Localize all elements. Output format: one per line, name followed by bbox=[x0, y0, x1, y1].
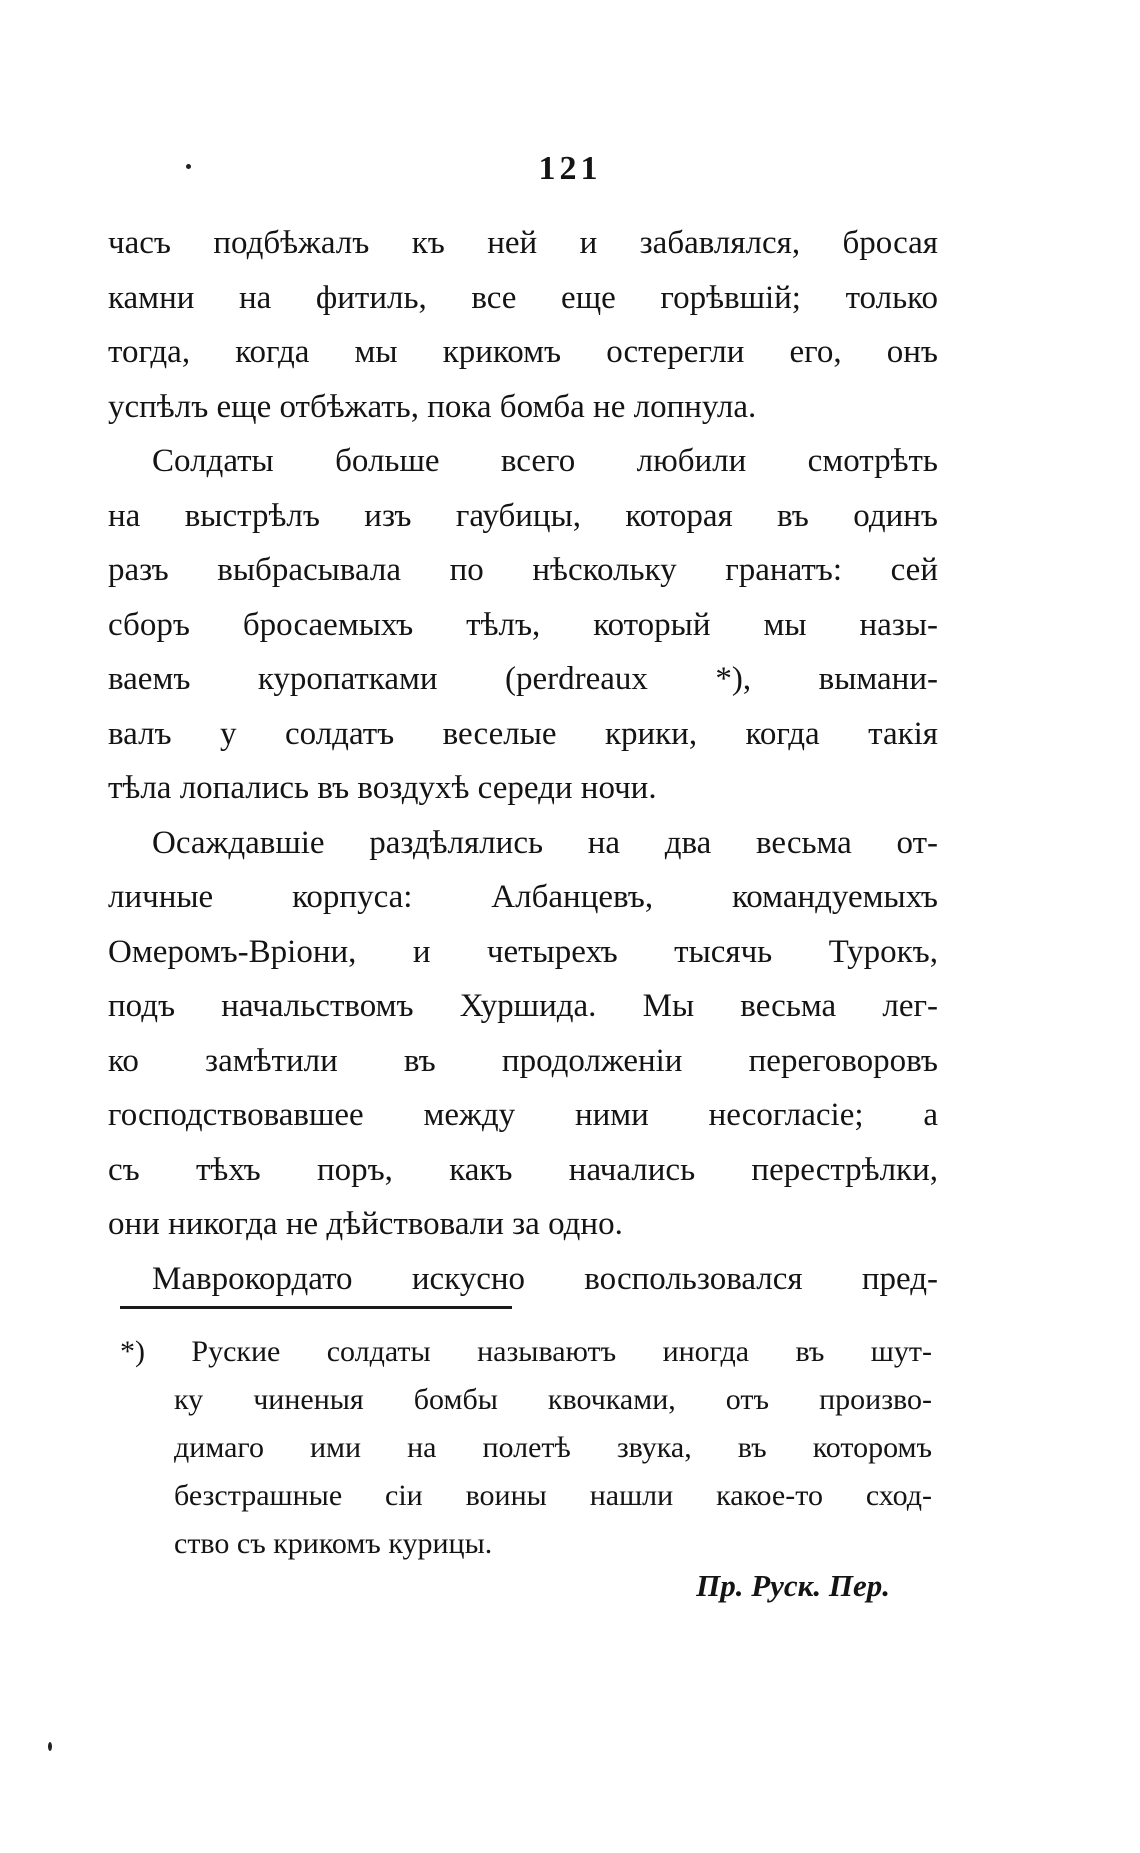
text-line: съ тѣхъ поръ, какъ начались перестрѣлки, bbox=[108, 1151, 938, 1188]
footnote-divider bbox=[120, 1306, 512, 1309]
text-line: тѣла лопались въ воздухѣ середи ночи. bbox=[108, 770, 657, 806]
body-text bbox=[108, 216, 938, 1306]
text-line: тогда, когда мы крикомъ остерегли его, онъ bbox=[108, 334, 938, 370]
footnote-line: димаго ими на полетѣ звука, въ которомъ bbox=[174, 1431, 932, 1464]
text-line: ко замѣтили въ продолженіи переговоровъ bbox=[108, 1042, 938, 1079]
text-line: Осаждавшіе раздѣлялись на два весьма от- bbox=[152, 824, 938, 861]
footnote-line: безстрашные сіи воины нашли какое-то сход- bbox=[174, 1479, 932, 1512]
text-line: они никогда не дѣйствовали за одно. bbox=[108, 1206, 623, 1242]
text-line: Солдаты больше всего любили смотрѣть bbox=[152, 443, 938, 479]
translator-note: Пр. Руск. Пер. bbox=[696, 1568, 890, 1603]
text-line: успѣлъ еще отбѣжать, пока бомба не лопнула. bbox=[108, 388, 757, 425]
text-line: камни на фитиль, все еще горѣвшій; только bbox=[108, 279, 938, 316]
text-line: подъ начальствомъ Хуршида. Мы весьма лег- bbox=[108, 988, 938, 1024]
text-line: ваемъ куропатками (perdreaux *), вымани- bbox=[108, 661, 938, 697]
text-line: Маврокордато искусно воспользовался пред- bbox=[152, 1260, 938, 1297]
footnote-line: ку чиненыя бомбы квочками, отъ произво- bbox=[174, 1383, 932, 1416]
text-line: сборъ бросаемыхъ тѣлъ, который мы назы- bbox=[108, 606, 938, 643]
print-speck bbox=[48, 1742, 52, 1751]
page-number: 121 bbox=[538, 150, 602, 187]
text-line: на выстрѣлъ изъ гаубицы, которая въ одинъ bbox=[108, 497, 938, 534]
text-line: разъ выбрасывала по нѣскольку гранатъ: сей bbox=[108, 552, 938, 588]
text-line: валъ у солдатъ веселые крики, когда такія bbox=[108, 715, 938, 752]
text-line: личные корпуса: Албанцевъ, командуемыхъ bbox=[108, 879, 938, 915]
footnote bbox=[120, 1328, 932, 1568]
text-line: часъ подбѣжалъ къ ней и забавлялся, бросая bbox=[108, 225, 938, 261]
print-speck bbox=[186, 164, 191, 169]
text-line: Омеромъ-Вріони, и четырехъ тысячь Турокъ, bbox=[108, 933, 938, 970]
footnote-line: ство съ крикомъ курицы. bbox=[174, 1527, 493, 1560]
footnote-line: *) Руские солдаты называютъ иногда въ шут- bbox=[120, 1335, 932, 1368]
text-line: господствовавшее между ними несогласіе; а bbox=[108, 1097, 938, 1133]
